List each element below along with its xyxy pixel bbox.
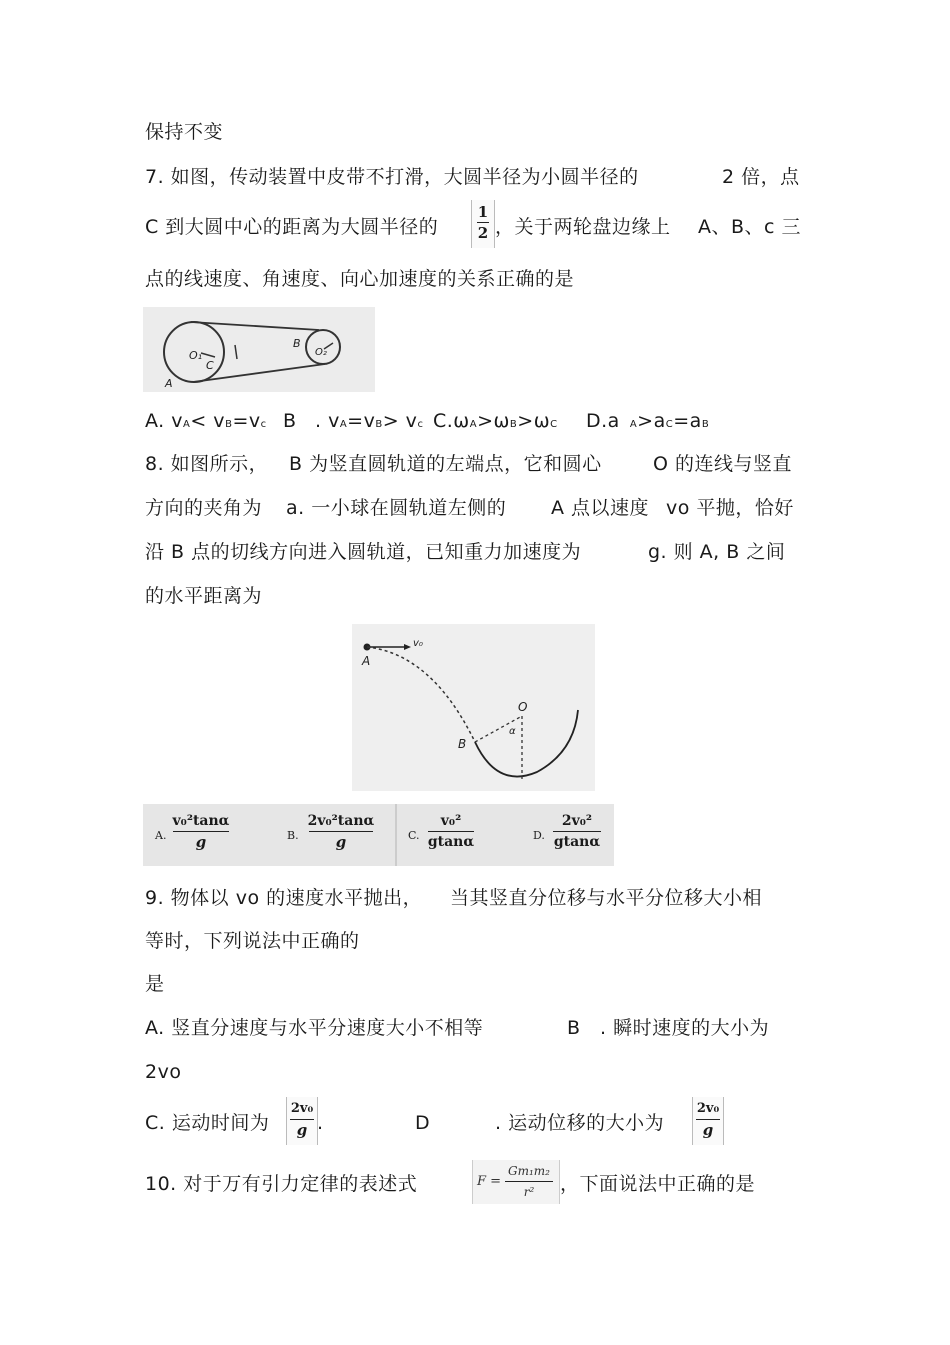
q9-option-c: C. 运动时间为 bbox=[145, 1112, 270, 1134]
q8-text: A 点以速度 bbox=[551, 497, 650, 519]
q8-option-b: 2v₀²tanα g bbox=[307, 813, 375, 851]
q7-option-b: B bbox=[283, 410, 297, 432]
q8-option-c-label: C. bbox=[408, 829, 420, 842]
q9-option-b-value: 2vo bbox=[145, 1061, 182, 1083]
q10-text: ，下面说法中正确的是 bbox=[560, 1173, 756, 1195]
q7-text: ，关于两轮盘边缘上 bbox=[495, 216, 671, 238]
q9-option-b: . 瞬时速度的大小为 bbox=[600, 1017, 770, 1039]
q7-text: C 到大圆中心的距离为大圆半径的 bbox=[145, 216, 439, 238]
q8-text: 沿 B 点的切线方向进入圆轨道，已知重力加速度为 bbox=[145, 541, 582, 563]
q8-options-strip bbox=[143, 804, 614, 866]
q7-option-b-body: . vA=vB> vc bbox=[315, 410, 424, 432]
label-A: A bbox=[362, 654, 371, 668]
q8-option-b-label: B. bbox=[287, 829, 299, 842]
q7-text: 2 倍，点 bbox=[722, 166, 800, 188]
q8-option-c: v₀² gtanα bbox=[427, 813, 475, 850]
q8-option-d: 2v₀² gtanα bbox=[553, 813, 601, 850]
q7-text: 点的线速度、角速度、向心加速度的关系正确的是 bbox=[145, 268, 575, 290]
text-line: 保持不变 bbox=[145, 121, 224, 143]
projectile-track-figure bbox=[352, 624, 595, 791]
q9-option-d-fraction: 2v₀ g bbox=[692, 1097, 724, 1145]
period: . bbox=[317, 1112, 324, 1134]
q8-text: B 为竖直圆轨道的左端点，它和圆心 bbox=[289, 453, 602, 475]
q7-text: A、B、c 三 bbox=[698, 216, 802, 238]
q8-text: a. 一小球在圆轨道左侧的 bbox=[286, 497, 507, 519]
q9-option-d-letter: D bbox=[415, 1112, 431, 1134]
q9-text: 9. 物体以 vo 的速度水平抛出， bbox=[145, 887, 423, 909]
q7-text: 7. 如图，传动装置中皮带不打滑，大圆半径为小圆半径的 bbox=[145, 166, 639, 188]
q7-option-c: C.ωA>ωB>ωC bbox=[433, 410, 558, 432]
q9-option-b-letter: B bbox=[567, 1017, 581, 1039]
q7-option-d: D.a A>aC=aB bbox=[586, 410, 710, 432]
q8-text: 方向的夹角为 bbox=[145, 497, 263, 519]
q8-text: vo 平抛，恰好 bbox=[666, 497, 794, 519]
label-v0: v₀ bbox=[413, 638, 423, 649]
q9-text: 等时，下列说法中正确的 bbox=[145, 930, 360, 952]
q10-text: 10. 对于万有引力定律的表述式 bbox=[145, 1173, 418, 1195]
label-C: C bbox=[206, 359, 214, 372]
gravitation-formula: F = Gm₁m₂ r² bbox=[472, 1160, 560, 1204]
q9-text: 是 bbox=[145, 973, 165, 995]
label-O1: O₁ bbox=[189, 349, 203, 362]
q9-option-d: . 运动位移的大小为 bbox=[495, 1112, 665, 1134]
label-alpha: α bbox=[509, 726, 516, 737]
q8-text: 8. 如图所示， bbox=[145, 453, 269, 475]
fraction-numerator: 1 bbox=[477, 203, 489, 221]
q8-option-a-label: A. bbox=[155, 829, 167, 842]
q7-fraction bbox=[471, 200, 495, 248]
q8-option-d-label: D. bbox=[533, 829, 545, 842]
label-A: A bbox=[165, 377, 173, 390]
q9-option-a: A. 竖直分速度与水平分速度大小不相等 bbox=[145, 1017, 484, 1039]
q8-option-a: v₀²tanα g bbox=[172, 813, 230, 851]
q8-text: g. 则 A, B 之间 bbox=[648, 541, 786, 563]
q9-text: 当其竖直分位移与水平分位移大小相 bbox=[450, 887, 763, 909]
q8-text: 的水平距离为 bbox=[145, 585, 263, 607]
label-B: B bbox=[293, 337, 301, 350]
label-O: O bbox=[518, 700, 528, 714]
q9-option-c-fraction: 2v₀ g bbox=[286, 1097, 318, 1145]
q8-text: O 的连线与竖直 bbox=[653, 453, 792, 475]
belt-drive-figure bbox=[143, 307, 375, 392]
q7-options-line: A. vA< vB=vc bbox=[145, 410, 267, 432]
label-B: B bbox=[458, 737, 467, 751]
label-O2: O₂ bbox=[315, 347, 327, 358]
fraction-denominator: 2 bbox=[477, 224, 489, 242]
